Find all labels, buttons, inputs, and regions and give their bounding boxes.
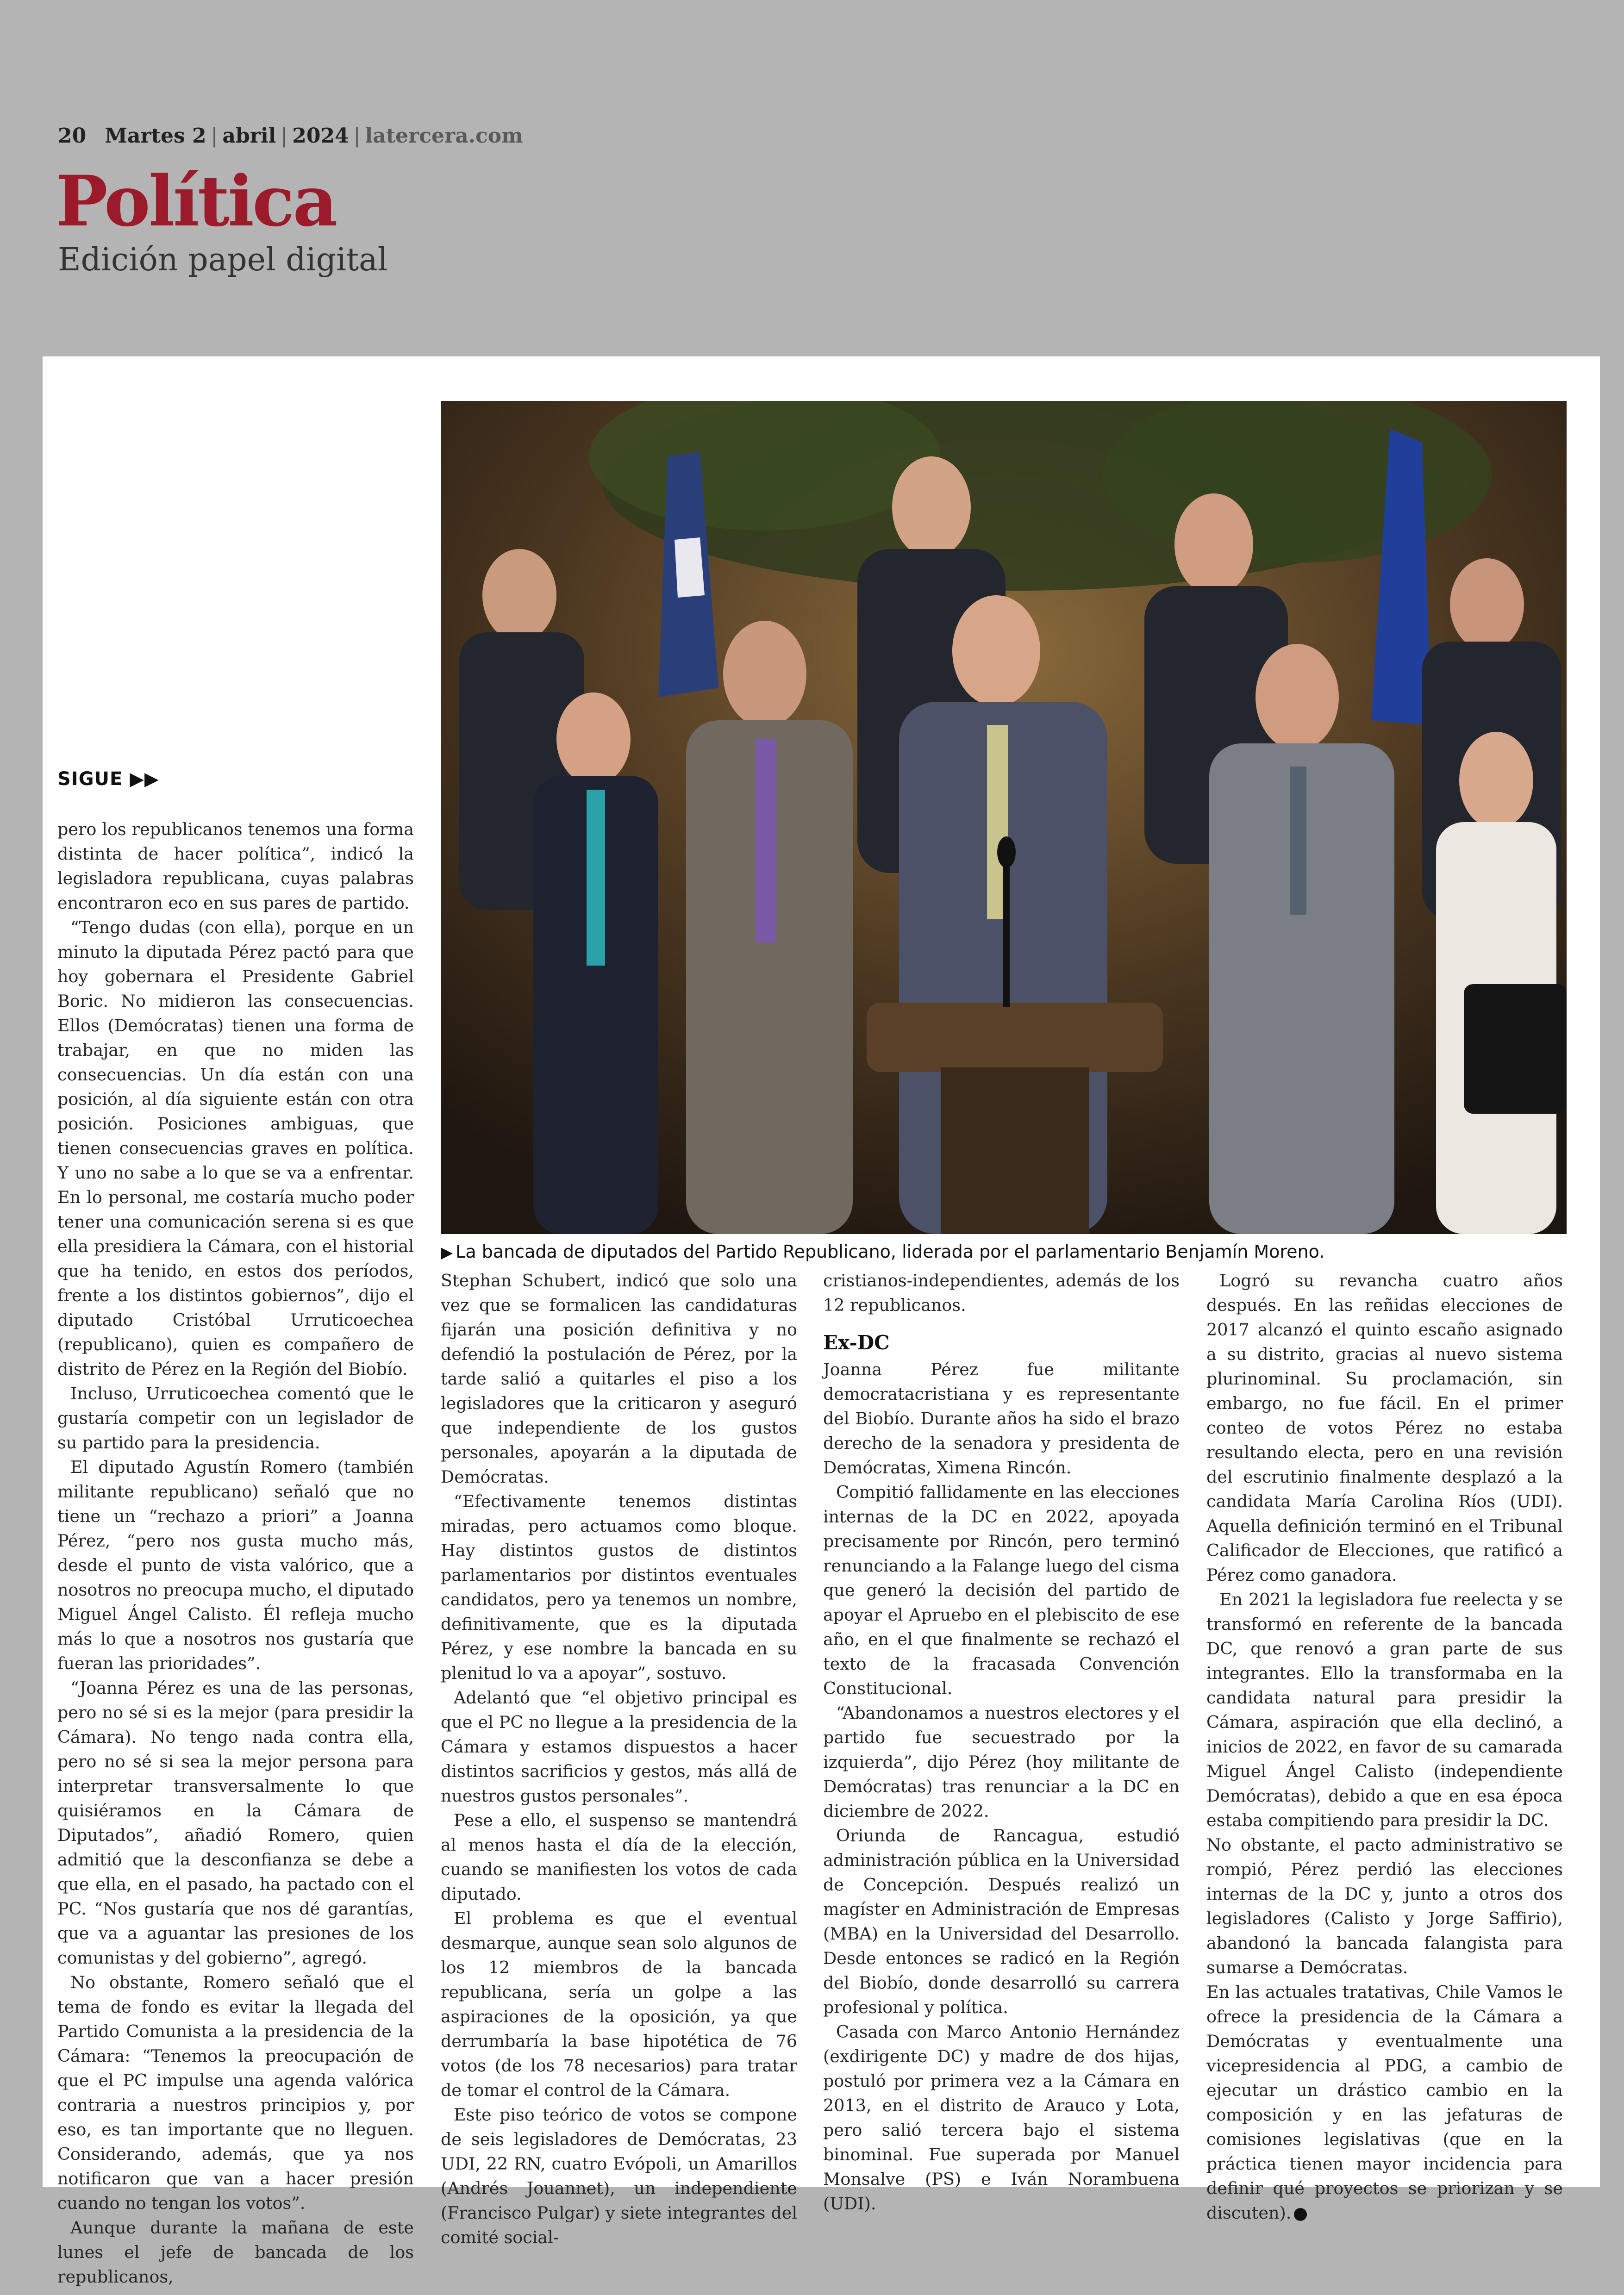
paragraph: “Efectivamente tenemos distintas miradas, pero actuamos como bloque. Hay distintos gustos de distintos parlamentarios por distintos eventuales candidatos, pero ya tenemos un nombre, definitivamente, que es la diputada Pérez, y ese nombre la bancada en su plenitud lo va a apoyar”, sostuvo. (441, 1491, 797, 1683)
paragraph: En 2021 la legisladora fue reelecta y se transformó en referente de la bancada DC, que renovó a gran parte de sus integrantes. Ello la transformaba en la candidata natural para presidir la Cámara, aspiración que ella declinó, a inicios de 2022, en favor de su camarada Miguel Ángel Calisto (independiente Demócratas), debido a que en esa época estaba compitiendo para presidir la DC. (1206, 1590, 1563, 1830)
section-title: Política (56, 161, 336, 242)
paragraph: Adelantó que “el objetivo principal es que el PC no llegue a la presidencia de la Cámara y estamos dispuestos a hacer distintos sacrificios y gestos, más allá de nuestros gustos personales”. (441, 1688, 797, 1806)
paragraph: Este piso teórico de votos se compone de seis legisladores de Demócratas, 23 UDI, 22 RN, cuatro Evópoli, un Amarillos (Andrés Jouannet), un independiente (Francisco Pulgar) y siete integrantes del comité social- (441, 2105, 797, 2247)
paragraph: Aunque durante la mañana de este lunes el jefe de bancada de los republicanos, (57, 2218, 414, 2287)
paragraph: “Abandonamos a nuestros electores y el partido fue secuestrado por la izquierda”, dijo Pérez (hoy militante de Demócratas) tras renunciar a la DC en diciembre de 2022. (823, 1703, 1180, 1821)
folio-month: abril (222, 124, 276, 148)
newspaper-page (43, 356, 1600, 2287)
paragraph: “Tengo dudas (con ella), porque en un minuto la diputada Pérez pactó para que hoy gobernara el Presidente Gabriel Boric. No midieron las consecuencias. Ellos (Demócratas) tienen una forma de trabajar, en que no miden las consecuencias. Un día están con una posición, al día siguiente están con otra posición. Posiciones ambiguas, que tienen consecuencias graves en política. Y uno no sabe a lo que se va a enfrentar. En lo personal, me costaría mucho poder tener una comunicación serena si es que ella presidiera la Cámara, con el historial que ha tenido, en estos dos períodos, frente a los distintos gobiernos”, dijo el diputado Cristóbal Urruticoechea (republicano), quien es compañero de distrito de Pérez en la Región del Biobío. (57, 917, 414, 1379)
caption-arrow-icon: ▶ (441, 1243, 453, 1262)
paragraph: No obstante, Romero señaló que el tema de fondo es evitar la llegada del Partido Comunista a la presidencia de la Cámara: “Tenemos la preocupación de que el PC impulse una agenda valórica contraria a nuestros principios y, por eso, es tan importante que no lleguen. Considerando, además, que ya nos notificaron que van a hacer presión cuando no tengan los votos”. (57, 1972, 414, 2213)
article-photo (441, 401, 1567, 1234)
paragraph (1206, 1980, 1563, 2225)
paragraph: Compitió fallidamente en las elecciones internas de la DC en 2022, apoyada precisamente por Rincón, pero terminó renunciando a la Falange luego del cisma que generó la decisión del partido de apoyar el Apruebo en el plebiscito de ese año, en el que finalmente se rechazó el texto de la fracasada Convención Constitucional. (823, 1482, 1180, 1698)
paragraph: Casada con Marco Antonio Hernández (exdirigente DC) y madre de dos hijas, postuló por primera vez a la Cámara en 2013, en el distrito de Arauco y Lota, pero salió tercera bajo el sistema binominal. Fue superada por Manuel Monsalve (PS) e Iván Norambuena (UDI). (823, 2022, 1180, 2214)
article-column-2 (441, 1268, 797, 2250)
photo-caption: ▶ La bancada de diputados del Partido Republicano, liderada por el parlamentario Benjamín Moreno. (441, 1241, 1325, 1262)
folio-year: 2024 (292, 124, 349, 148)
paragraph: Logró su revancha cuatro años después. En las reñidas elecciones de 2017 alcanzó el quinto escaño asignado a su distrito, gracias al nuevo sistema plurinominal. Su proclamación, sin embargo, no fue fácil. En el primer conteo de votos Pérez no estaba resultando electa, pero en una revisión del escrutinio finalmente desplazó a la candidata María Carolina Ríos (UDI). Aquella definición terminó en el Tribunal Calificador de Elecciones, que ratificó a Pérez como ganadora. (1206, 1271, 1563, 1585)
paragraph: El diputado Agustín Romero (también militante republicano) señaló que no tiene un “rechazo a priori” a Joanna Pérez, “pero nos gusta mucho más, desde el punto de vista valórico, que a nosotros no preocupa mucho, el diputado Miguel Ángel Calisto. Él refleja mucho más lo que a nosotros nos gustaría que fueran las prioridades”. (57, 1457, 414, 1673)
paragraph: El problema es que el eventual desmarque, aunque sean solo algunos de los 12 miembros de la bancada republicana, sería un golpe a las aspiraciones de la oposición, ya que derrumbaría la base hipotética de 76 votos (de los 78 necesarios) para tratar de tomar el control de la Cámara. (441, 1908, 797, 2100)
section-subtitle: Edición papel digital (58, 242, 388, 278)
paragraph: Oriunda de Rancagua, estudió administración pública en la Universidad de Concepción. Después realizó un magíster en Administración de Empresas (MBA) en la Universidad del Desarrollo. Desde entonces se radicó en la Región del Biobío, donde desarrolló su carrera profesional y política. (823, 1826, 1180, 2017)
folio-site: latercera.com (365, 124, 523, 148)
article-column-1 (57, 817, 414, 2289)
paragraph: pero los republicanos tenemos una forma distinta de hacer política”, indicó la legisladora republicana, cuyas palabras encontraron eco en sus pares de partido. (57, 819, 414, 913)
subheading: Ex-DC (823, 1331, 890, 1354)
paragraph: No obstante, el pacto administrativo se rompió, Pérez perdió las elecciones internas de la DC y, junto a otros dos legisladores (Calisto y Jorge Saffirio), abandonó la bancada falangista para sumarse a Demócratas. (1206, 1835, 1563, 1977)
paragraph: “Joanna Pérez es una de las personas, pero no sé si es la mejor (para presidir la Cámara). No tengo nada contra ella, pero no sé si sea la mejor persona para interpretar transversalmente lo que quisiéramos en la Cámara de Diputados”, añadió Romero, quien admitió que la desconfianza se debe a que ella, en el pasado, ha pactado con el PC. “Nos gustaría que nos dé garantías, que va a aguantar las presiones de los comunistas y del gobierno”, agregó. (57, 1678, 414, 1968)
page-number: 20 (58, 124, 87, 148)
paragraph-text: En las actuales tratativas, Chile Vamos le ofrece la presidencia de la Cámara a Demócratas y eventualmente una vicepresidencia al PDG, a cambio de ejecutar un drástico cambio en la composición y en las jefaturas de comisiones legislativas (que en la práctica tienen mayor incidencia para definir qué proyectos se priorizan y se discuten). (1206, 1982, 1563, 2223)
paragraph: Pese a ello, el suspenso se mantendrá al menos hasta el día de la elección, cuando se manifiesten los votos de cada diputado. (441, 1810, 797, 1904)
paragraph: Joanna Pérez fue militante democratacristiana y es representante del Biobío. Durante años ha sido el brazo derecho de la senadora y presidenta de Demócratas, Ximena Rincón. (823, 1360, 1180, 1478)
article-column-3 (823, 1268, 1180, 2216)
article-column-4 (1206, 1268, 1563, 2225)
page-folio: 20 Martes 2 | abril | 2024 | latercera.com (58, 124, 523, 148)
paragraph: cristianos-independientes, además de los 12 republicanos. (823, 1271, 1180, 1315)
paragraph: Stephan Schubert, indicó que solo una vez que se formalicen las candidaturas fijarán una posición definitiva y no defendió la postulación de Pérez, por la tarde salió a quitarles el piso a los legisladores que la criticaron y aseguró que independiente de los gustos personales, apoyarán a la diputada de Demócratas. (441, 1271, 797, 1487)
continue-label: SIGUE ▶▶ (57, 768, 159, 790)
folio-date: Martes 2 (105, 124, 206, 148)
paragraph: Incluso, Urruticoechea comentó que le gustaría competir con un legislador de su partido para la presidencia. (57, 1384, 414, 1453)
end-of-article-icon (1294, 2208, 1307, 2221)
